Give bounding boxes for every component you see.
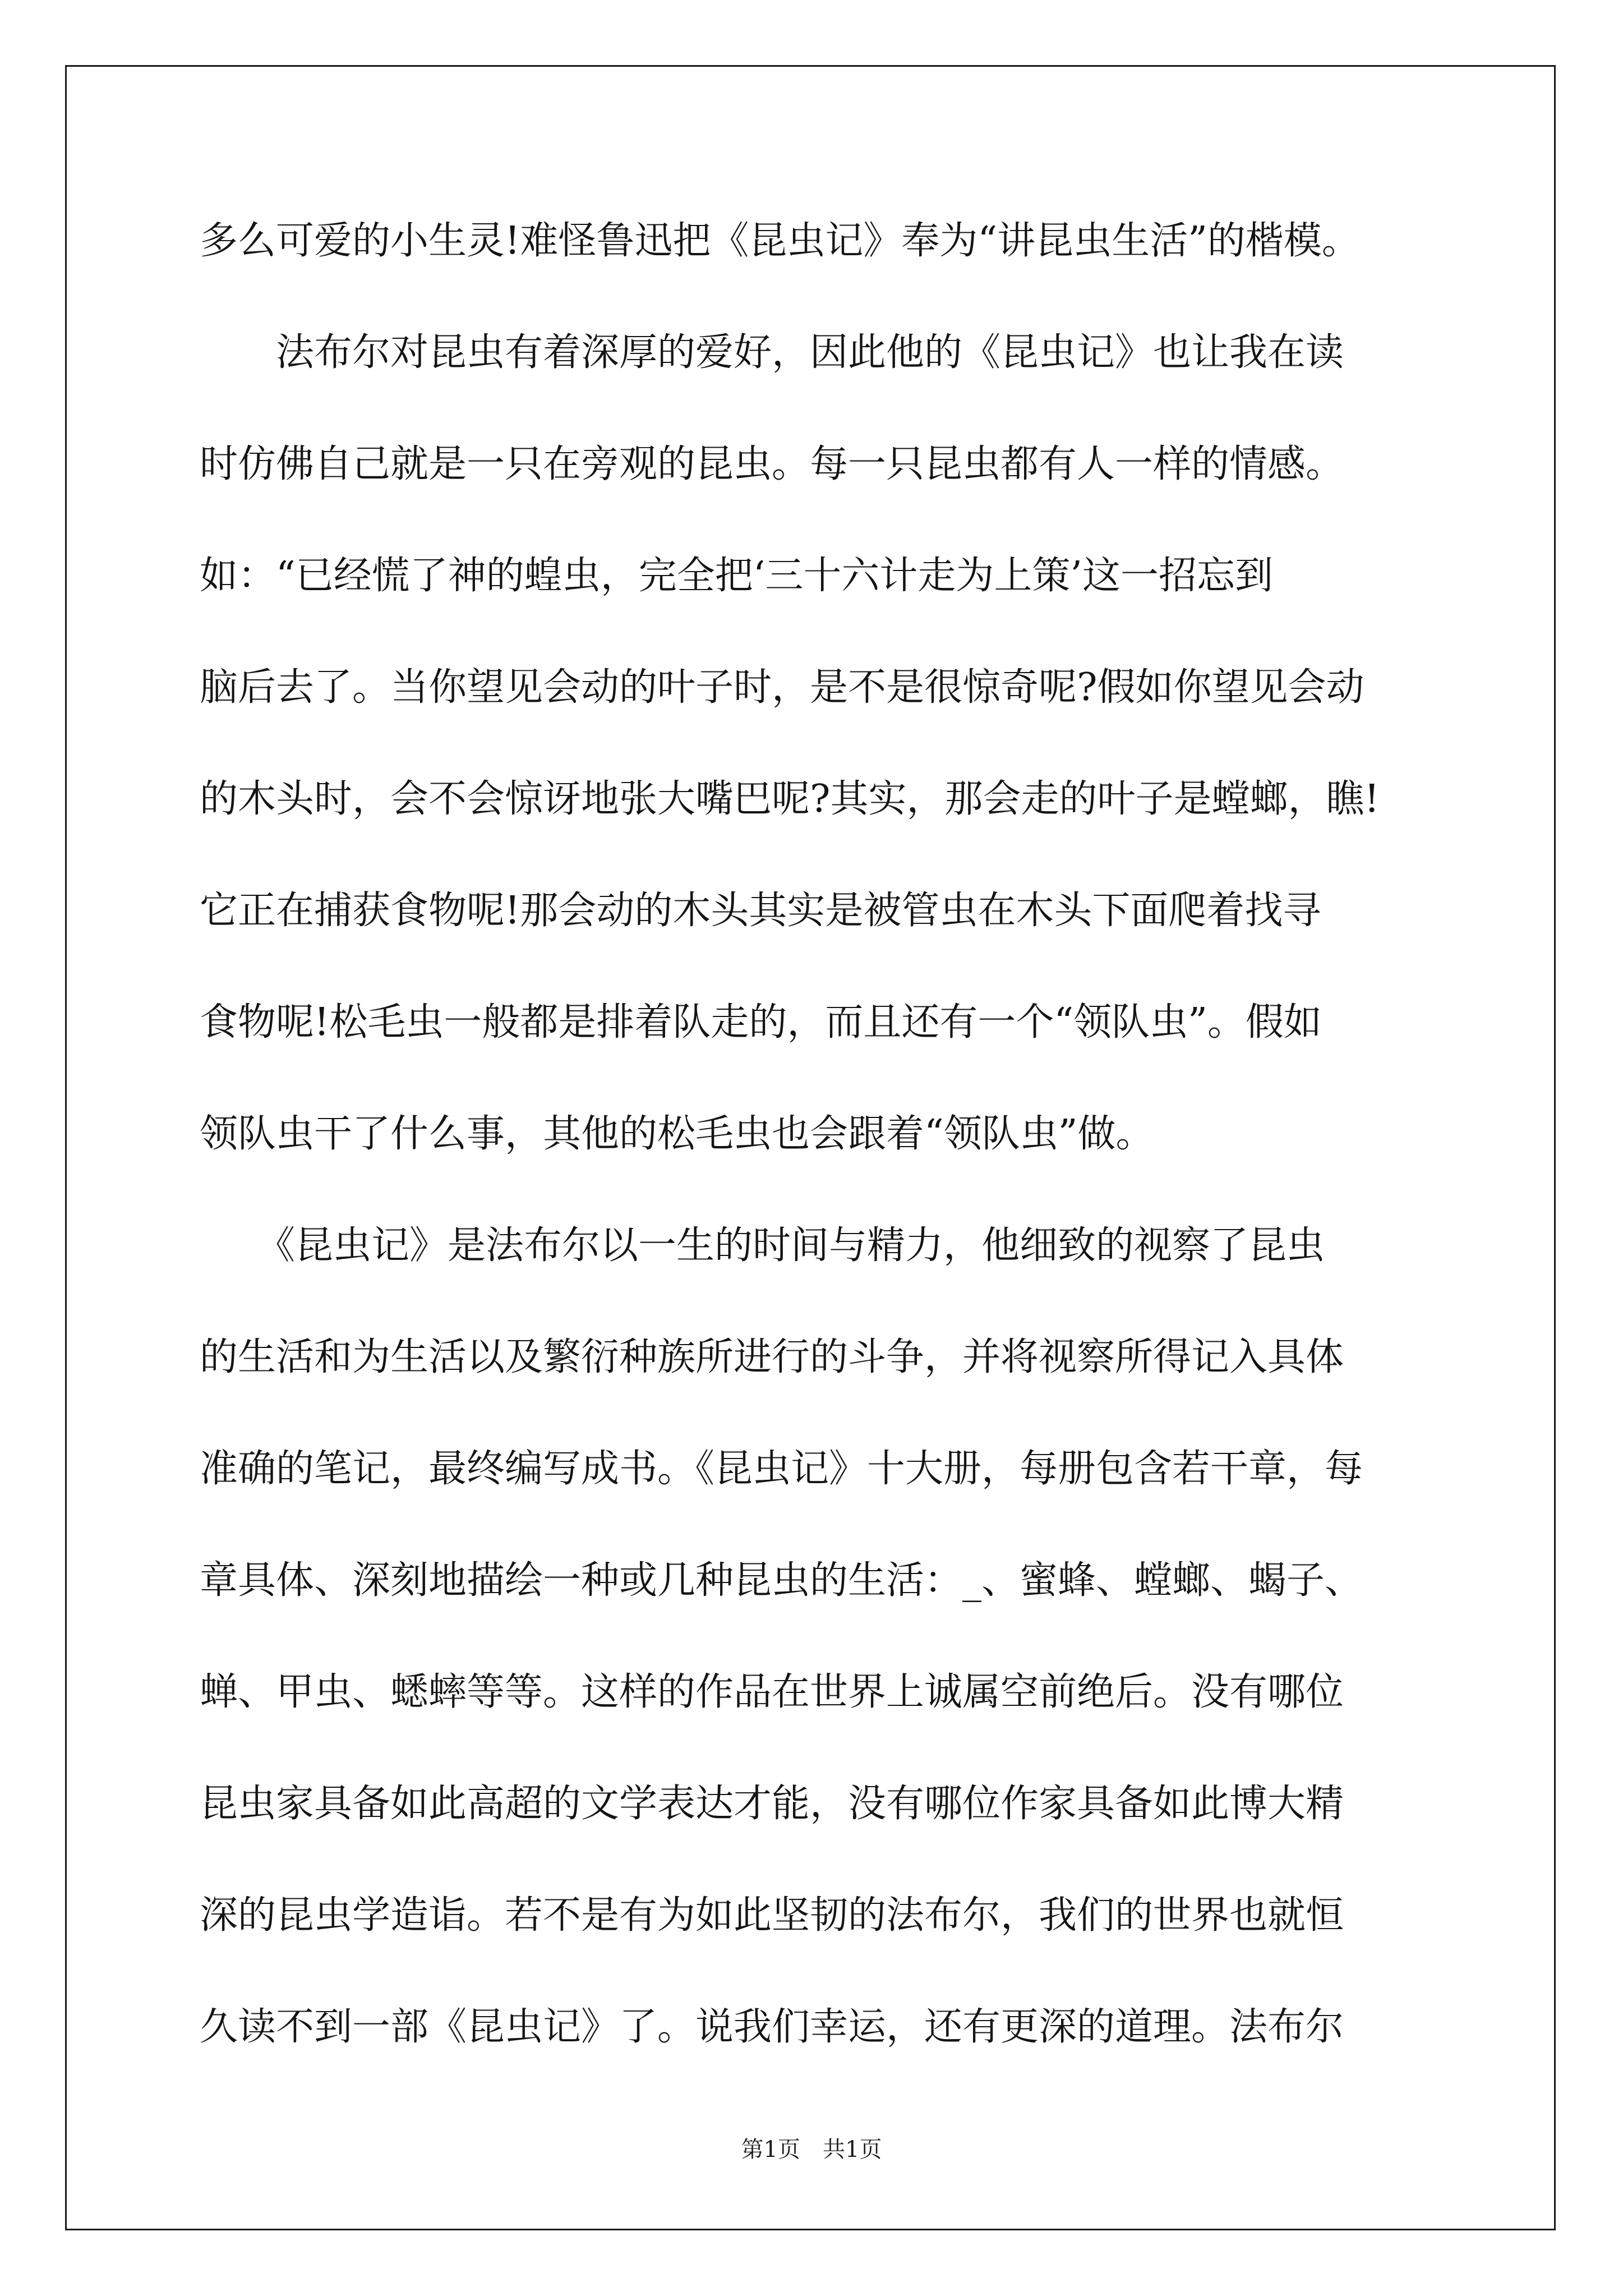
text-line: 准确的笔记，最终编写成书。《昆虫记》十大册，每册包含若干章，每 [200, 1447, 1363, 1491]
text-line: 蝉、甲虫、蟋蟀等等。这样的作品在世界上诚属空前绝后。没有哪位 [200, 1670, 1344, 1714]
text-line: 脑后去了。当你望见会动的叶子时，是不是很惊奇呢?假如你望见会动 [200, 665, 1364, 710]
text-line: 深的昆虫学造诣。若不是有为如此坚韧的法布尔，我们的世界也就恒 [200, 1893, 1344, 1938]
text-line: 章具体、深刻地描绘一种或几种昆虫的生活：_、蜜蜂、螳螂、蝎子、 [200, 1558, 1363, 1603]
text-line: 它正在捕获食物呢!那会动的木头其实是被管虫在木头下面爬着找寻 [200, 889, 1321, 933]
text-line: 法布尔对昆虫有着深厚的爱好，因此他的《昆虫记》也让我在读 [200, 330, 1344, 375]
text-line: 的生活和为生活以及繁衍种族所进行的斗争，并将视察所得记入具体 [200, 1335, 1344, 1379]
text-line: 如：“已经慌了神的蝗虫，完全把‘三十六计走为上策’这一招忘到 [200, 554, 1273, 598]
text-line: 昆虫家具备如此高超的文学表达才能，没有哪位作家具备如此博大精 [200, 1782, 1344, 1826]
text-line: 多么可爱的小生灵!难怪鲁迅把《昆虫记》奉为“讲昆虫生活”的楷模。 [200, 219, 1360, 263]
text-line: 领队虫干了什么事，其他的松毛虫也会跟着“领队虫”做。 [200, 1112, 1154, 1156]
text-line: 久读不到一部《昆虫记》了。说我们幸运，还有更深的道理。法布尔 [200, 2005, 1344, 2049]
text-line: 时仿佛自己就是一只在旁观的昆虫。每一只昆虫都有人一样的情感。 [200, 442, 1344, 486]
page-number-footer: 第1页 共1页 [741, 2137, 882, 2162]
text-line: 《昆虫记》是法布尔以一生的时间与精力，他细致的视察了昆虫 [200, 1223, 1325, 1268]
document-body [200, 213, 1433, 2111]
text-line: 食物呢!松毛虫一般都是排着队走的，而且还有一个“领队虫”。假如 [200, 1000, 1322, 1045]
text-line: 的木头时，会不会惊讶地张大嘴巴呢?其实，那会走的叶子是螳螂，瞧! [200, 777, 1380, 821]
